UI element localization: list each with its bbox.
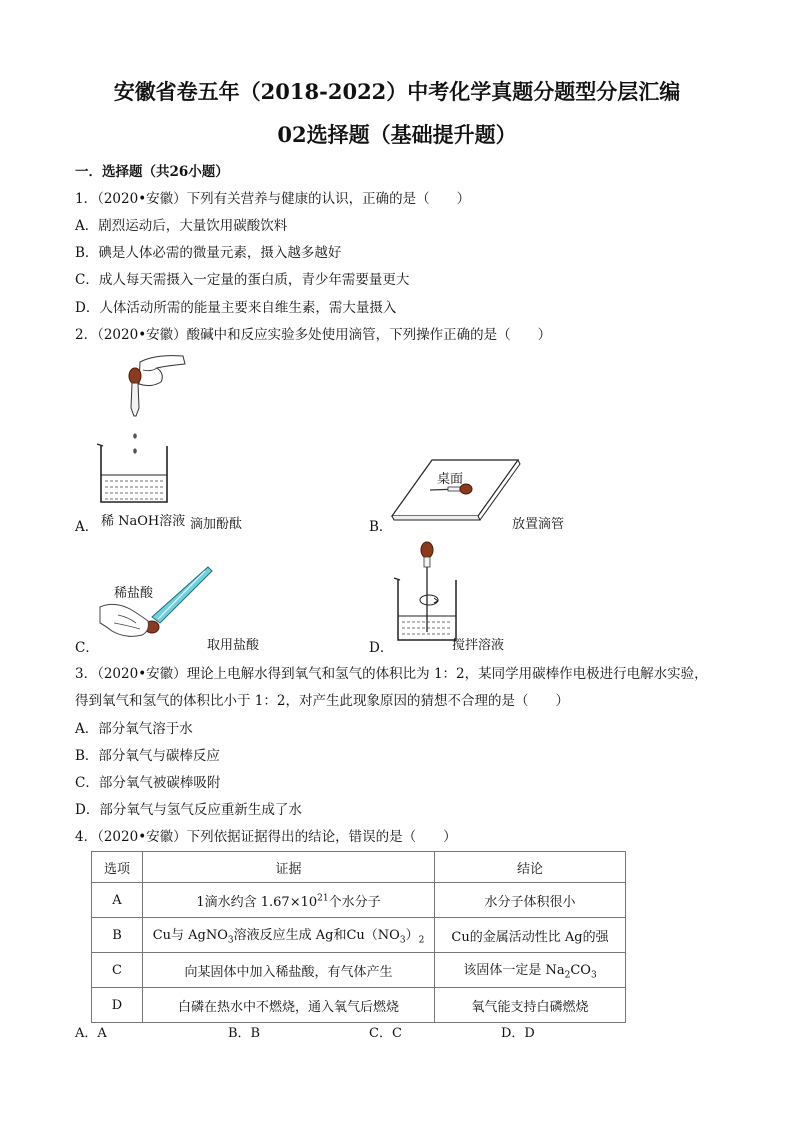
- q3-stem-line1: 3．（2020•安徽）理论上电解水得到氧气和氢气的体积比为 1：2，某同学用碳棒作电极进行电解水实验，: [75, 666, 708, 682]
- q2-c-caption: 取用盐酸: [207, 638, 260, 653]
- row-d-conclusion: 氧气能支持白磷燃烧: [435, 988, 626, 1023]
- q1-option-b: B．碘是人体必需的微量元素，摄入越多越好: [75, 245, 342, 261]
- row-b-evidence: Cu与 AgNO$_3$溶液反应生成 Ag和$Cu(NO_3)_2$: [143, 918, 435, 953]
- q2-b-letter: B．: [369, 519, 393, 535]
- table-row: [92, 953, 626, 988]
- section-heading: 一．选择题（共26小题）: [75, 164, 229, 180]
- q2-a-letter: A．: [75, 519, 99, 535]
- header-option: 选项: [92, 852, 143, 883]
- row-c-option: C: [92, 953, 143, 988]
- q3-option-b: B．部分氧气与碳棒反应: [75, 748, 220, 764]
- table-row: [92, 883, 626, 918]
- row-c-conclusion: 该固体一定是 $Na_2CO_3$: [435, 953, 626, 988]
- header-evidence: 证据: [143, 852, 435, 883]
- q2-c-letter: C．: [75, 640, 99, 656]
- row-d-option: D: [92, 988, 143, 1023]
- q3-option-c: C．部分氧气被碳棒吸附: [75, 775, 221, 791]
- document-subtitle: 02选择题（基础提升题）: [277, 122, 517, 147]
- q2-a-caption: 滴加酚酞: [190, 517, 243, 532]
- q4-stem: 4．（2020•安徽）下列依据证据得出的结论，错误的是（ ）: [75, 829, 457, 845]
- q4-answer-d: D．D: [501, 1026, 535, 1041]
- q2-c-acid-label: 稀盐酸: [114, 586, 154, 601]
- q2-stem: 2．（2020•安徽）酸碱中和反应实验多处使用滴管，下列操作正确的是（ ）: [75, 327, 552, 343]
- q1-option-a: A．剧烈运动后，大量饮用碳酸饮料: [75, 218, 288, 234]
- table-row: [92, 988, 626, 1023]
- q2-d-caption: 搅拌溶液: [452, 638, 505, 653]
- q2-figure-a-dropper-beaker: [95, 350, 195, 510]
- header-conclusion: 结论: [435, 852, 626, 883]
- q2-figure-d-stirring-beaker: [390, 540, 465, 645]
- q2-d-letter: D．: [369, 640, 394, 656]
- q1-stem: 1．（2020•安徽）下列有关营养与健康的认识，正确的是（ ）: [75, 191, 471, 207]
- row-d-evidence: 白磷在热水中不燃烧，通入氧气后燃烧: [143, 988, 435, 1023]
- q4-evidence-table: [91, 851, 626, 1023]
- q2-a-solution-label: 稀 NaOH溶液: [101, 514, 186, 529]
- q4-answer-c: C．C: [369, 1026, 402, 1041]
- row-a-evidence: 1滴水约含 $1.67\times 10^{21}$个水分子: [143, 883, 435, 918]
- row-c-evidence: 向某固体中加入稀盐酸，有气体产生: [143, 953, 435, 988]
- document-title: 安徽省卷五年（2018-2022）中考化学真题分题型分层汇编: [113, 79, 681, 104]
- q2-b-table-label: 桌面: [437, 472, 464, 487]
- table-row: [92, 918, 626, 953]
- q1-option-d: D．人体活动所需的能量主要来自维生素，需大量摄入: [75, 300, 397, 316]
- row-a-conclusion: 水分子体积很小: [435, 883, 626, 918]
- row-a-option: A: [92, 883, 143, 918]
- q3-option-d: D．部分氧气与氢气反应重新生成了水: [75, 802, 302, 818]
- row-b-conclusion: Cu的金属活动性比 Ag的强: [435, 918, 626, 953]
- table-header-row: [92, 852, 626, 883]
- q3-option-a: A．部分氧气溶于水: [75, 721, 193, 737]
- row-b-option: B: [92, 918, 143, 953]
- q2-b-caption: 放置滴管: [512, 517, 565, 532]
- q4-answer-a: A．A: [75, 1026, 107, 1041]
- q1-option-c: C．成人每天需摄入一定量的蛋白质，青少年需要量更大: [75, 272, 410, 288]
- q3-stem-line2: 得到氧气和氢气的体积比小于 1：2，对产生此现象原因的猜想不合理的是（ ）: [75, 693, 569, 709]
- q2-figure-c-hand-pipette: [100, 565, 215, 645]
- q4-answer-b: B．B: [228, 1026, 261, 1041]
